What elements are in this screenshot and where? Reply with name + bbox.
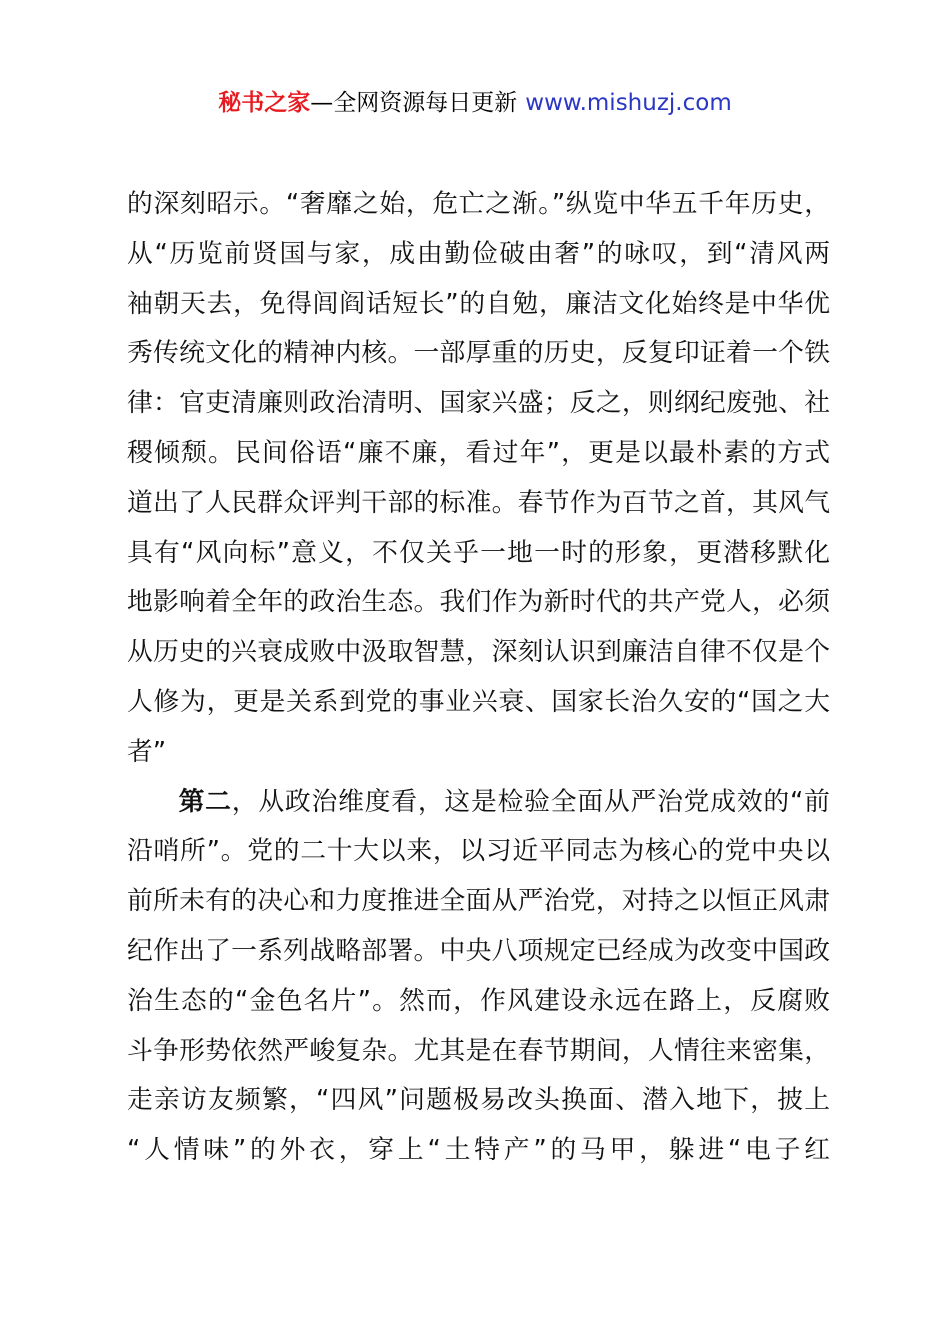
text-line-last: 者” [127,736,167,767]
header-brand: 秘书之家 [218,90,311,116]
text-line: 斗争形势依然严峻复杂。尤其是在春节期间，人情往来密集， [127,1035,830,1066]
text-line: 具有“风向标”意义，不仅关乎一地一时的形象，更潜移默化 [127,537,830,568]
paragraph-1 [127,180,830,778]
text-line: 稷倾颓。民间俗语“廉不廉，看过年”，更是以最朴素的方式 [127,437,830,468]
page-header [0,88,950,118]
text-line: 走亲访友频繁，“四风”问题极易改头换面、潜入地下，披上 [127,1085,830,1116]
text-line: 从历史的兴衰成败中汲取智慧，深刻认识到廉洁自律不仅是个 [127,637,830,668]
text-line: “人情味”的外衣，穿上“土特产”的马甲，躲进“电子红 [127,1135,830,1166]
paragraph-2 [127,778,830,1176]
text-line-first [127,778,830,828]
text-line: 的深刻昭示。“奢靡之始，危亡之渐。”纵览中华五千年历史， [127,189,830,219]
text-line: 人修为，更是关系到党的事业兴衰、国家长治久安的“国之大 [127,686,830,717]
text-line: 治生态的“金色名片”。然而，作风建设永远在路上，反腐败 [127,985,830,1016]
text-line: 地影响着全年的政治生态。我们作为新时代的共产党人，必须 [127,587,830,618]
header-tagline: —全网资源每日更新 [310,90,518,116]
text-line-rest: ，从政治维度看，这是检验全面从严治党成效的“前 [231,786,830,817]
header-url: www.mishuzj.com [525,90,732,116]
paragraph-lead-bold: 第二 [178,786,232,817]
text-line: 沿哨所”。党的二十大以来，以习近平同志为核心的党中央以 [127,836,830,867]
text-line: 纪作出了一系列战略部署。中央八项规定已经成为改变中国政 [127,935,830,966]
text-line: 前所未有的决心和力度推进全面从严治党，对持之以恒正风肃 [127,886,830,917]
document-body [127,180,830,1176]
text-line: 袖朝天去，免得闾阎话短长”的自勉，廉洁文化始终是中华优 [127,288,830,319]
text-line: 秀传统文化的精神内核。一部厚重的历史，反复印证着一个铁 [127,338,830,369]
text-line: 从“历览前贤国与家，成由勤俭破由奢”的咏叹，到“清风两 [127,238,830,269]
text-line: 律：官吏清廉则政治清明、国家兴盛；反之，则纲纪废弛、社 [127,388,830,419]
text-line: 道出了人民群众评判干部的标准。春节作为百节之首，其风气 [127,487,830,518]
